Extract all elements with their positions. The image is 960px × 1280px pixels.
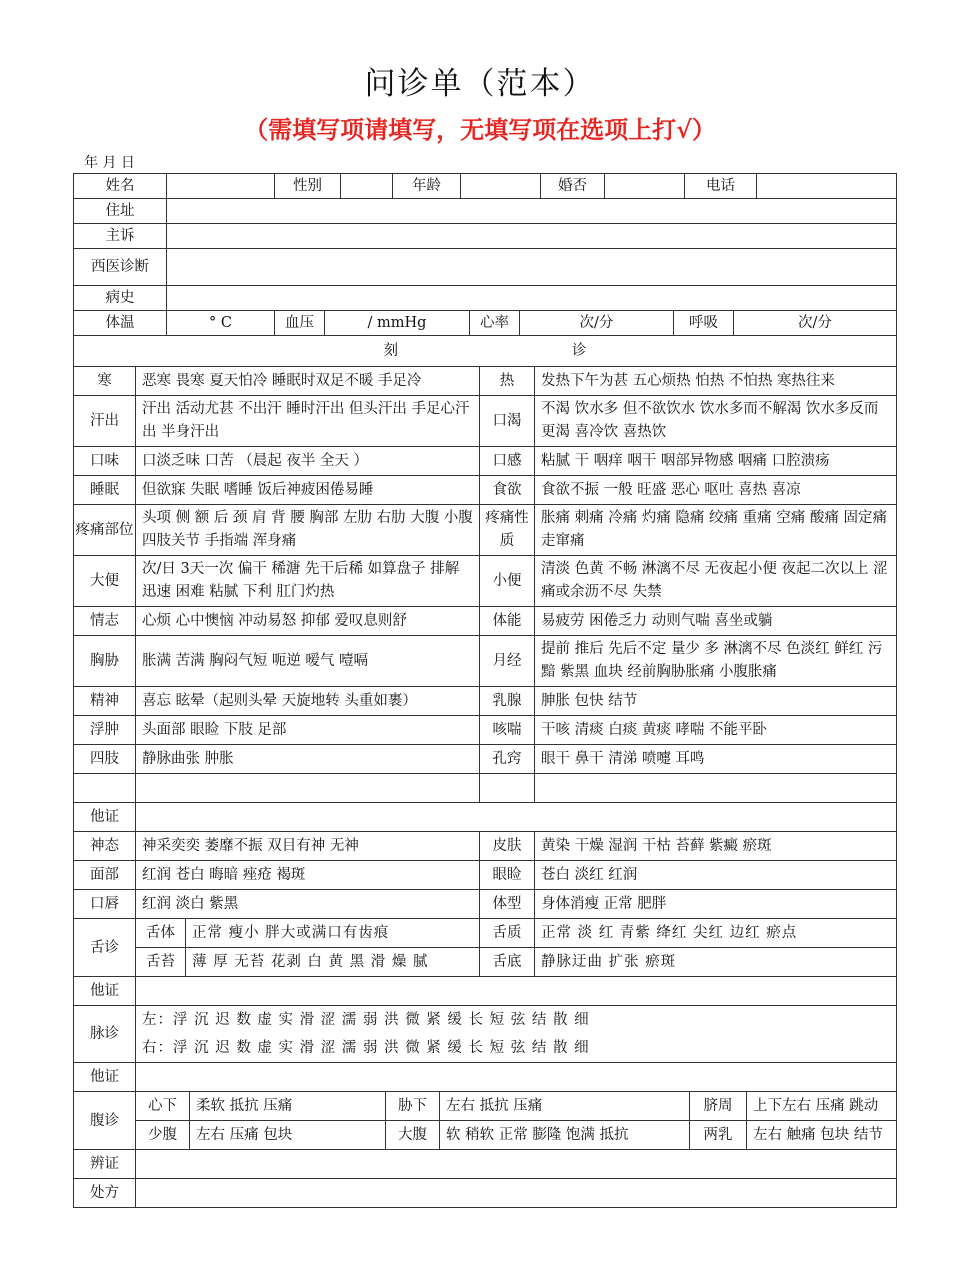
page-subtitle: （需填写项请填写，无填写项在选项上打√）	[244, 115, 716, 144]
bp-label: 血压	[275, 311, 325, 336]
inquiry-options[interactable]: 汗出 活动尤甚 不出汗 睡时汗出 但头汗出 手足心汗出 半身汗出	[136, 396, 480, 447]
temp-field[interactable]: ° C	[167, 311, 275, 336]
abdomen-r2-v0[interactable]: 左右 压痛 包块	[190, 1121, 386, 1150]
inquiry-label: 疼痛部位	[74, 505, 136, 556]
inquiry-options[interactable]: 眼干 鼻干 清涕 喷嚏 耳鸣	[535, 745, 897, 774]
bp-field[interactable]: / mmHg	[325, 311, 470, 336]
inquiry-options[interactable]: 口淡乏味 口苦 （晨起 夜半 全天 ）	[136, 447, 480, 476]
inquiry-row	[74, 556, 897, 607]
western-dx-field[interactable]	[167, 249, 897, 286]
other-sign-label-1: 他证	[74, 803, 136, 832]
complaint-field[interactable]	[167, 224, 897, 249]
look-row	[74, 890, 897, 919]
abdomen-r1-v0[interactable]: 柔软 抵抗 压痛	[190, 1092, 386, 1121]
inquiry-options[interactable]: 食欲不振 一般 旺盛 恶心 呕吐 喜热 喜凉	[535, 476, 897, 505]
inquiry-row	[74, 607, 897, 636]
inquiry-row	[74, 505, 897, 556]
pulse-right-options[interactable]: 右：浮 沉 迟 数 虚 实 滑 涩 濡 弱 洪 微 紧 缓 长 短 弦 结 散 细	[136, 1034, 897, 1063]
abdomen-table	[73, 1091, 897, 1150]
address-field[interactable]	[167, 199, 897, 224]
temp-label: 体温	[74, 311, 167, 336]
abdomen-r2-v1[interactable]: 软 稍软 正常 膨隆 饱满 抵抗	[440, 1121, 690, 1150]
look-options[interactable]: 红润 淡白 紫黑	[136, 890, 480, 919]
inquiry-table	[73, 366, 897, 919]
inquiry-options[interactable]: 但欲寐 失眠 嗜睡 饭后神疲困倦易睡	[136, 476, 480, 505]
tongue-label: 舌诊	[74, 919, 136, 977]
inquiry-options[interactable]: 干咳 清痰 白痰 黄痰 哮喘 不能平卧	[535, 716, 897, 745]
look-options[interactable]: 红润 苍白 晦暗 痤疮 褐斑	[136, 861, 480, 890]
look-label: 口唇	[74, 890, 136, 919]
inquiry-options[interactable]: 不渴 饮水多 但不欲饮水 饮水多而不解渴 饮水多反而更渴 喜冷饮 喜热饮	[535, 396, 897, 447]
tongue-quality-label: 舌质	[480, 919, 535, 948]
inquiry-label: 乳腺	[480, 687, 535, 716]
other-sign-label-2: 他证	[74, 977, 136, 1006]
look-label: 眼睑	[480, 861, 535, 890]
inquiry-label: 寒	[74, 367, 136, 396]
inquiry-label: 汗出	[74, 396, 136, 447]
prescription-field[interactable]	[136, 1179, 897, 1208]
inquiry-options[interactable]: 清淡 色黄 不畅 淋漓不尽 无夜起小便 夜起二次以上 涩痛或余沥不尽 失禁	[535, 556, 897, 607]
differentiation-field[interactable]	[136, 1150, 897, 1179]
name-label: 姓名	[74, 174, 167, 199]
inquiry-label: 情志	[74, 607, 136, 636]
inquiry-row	[74, 367, 897, 396]
look-options[interactable]: 黄染 干燥 湿润 干枯 苔藓 紫癜 瘀斑	[535, 832, 897, 861]
date-line: 年 月 日	[84, 155, 135, 171]
inquiry-options[interactable]: 提前 推后 先后不定 量少 多 淋漓不尽 色淡红 鲜红 污黯 紫黑 血块 经前胸胁胀痛 小腹胀痛	[535, 636, 897, 687]
age-label: 年龄	[393, 174, 461, 199]
abdomen-label: 腹诊	[74, 1092, 136, 1150]
marital-field[interactable]	[605, 174, 685, 199]
complaint-label: 主诉	[74, 224, 167, 249]
prescription-label: 处方	[74, 1179, 136, 1208]
inquiry-row	[74, 396, 897, 447]
inquiry-options[interactable]: 头面部 眼睑 下肢 足部	[136, 716, 480, 745]
look-label: 体型	[480, 890, 535, 919]
inquiry-row	[74, 745, 897, 774]
inquiry-label: 浮肿	[74, 716, 136, 745]
phone-label: 电话	[685, 174, 757, 199]
abdomen-r1-v2[interactable]: 上下左右 压痛 跳动	[747, 1092, 897, 1121]
pulse-table	[73, 976, 897, 1092]
blank-field-2[interactable]	[535, 774, 897, 803]
resp-field[interactable]: 次/分	[734, 311, 897, 336]
history-field[interactable]	[167, 286, 897, 311]
inquiry-options[interactable]: 静脉曲张 肿胀	[136, 745, 480, 774]
other-sign-field-3[interactable]	[136, 1063, 897, 1092]
look-options[interactable]: 神采奕奕 萎靡不振 双目有神 无神	[136, 832, 480, 861]
history-label: 病史	[74, 286, 167, 311]
name-field[interactable]	[167, 174, 275, 199]
inquiry-label: 胸胁	[74, 636, 136, 687]
tongue-bottom-options[interactable]: 静脉迂曲 扩张 瘀斑	[535, 948, 897, 977]
inquiry-label: 食欲	[480, 476, 535, 505]
inquiry-options[interactable]: 头项 侧 额 后 颈 肩 背 腰 胸部 左肋 右肋 大腹 小腹 四肢关节 手指端 浑身痛	[136, 505, 480, 556]
tongue-bottom-label: 舌底	[480, 948, 535, 977]
inquiry-options[interactable]: 粘腻 干 咽痒 咽干 咽部异物感 咽痛 口腔溃疡	[535, 447, 897, 476]
inquiry-options[interactable]: 易疲劳 困倦乏力 动则气喘 喜坐或躺	[535, 607, 897, 636]
look-row	[74, 861, 897, 890]
inquiry-label: 热	[480, 367, 535, 396]
abdomen-r2-k2: 两乳	[690, 1121, 747, 1150]
look-options[interactable]: 身体消瘦 正常 肥胖	[535, 890, 897, 919]
western-dx-label: 西医诊断	[74, 249, 167, 286]
inquiry-label: 月经	[480, 636, 535, 687]
pulse-left-options[interactable]: 左：浮 沉 迟 数 虚 实 滑 涩 濡 弱 洪 微 紧 缓 长 短 弦 结 散 细	[136, 1006, 897, 1035]
hr-field[interactable]: 次/分	[520, 311, 674, 336]
other-sign-label-3: 他证	[74, 1063, 136, 1092]
blank-field[interactable]	[136, 774, 480, 803]
inquiry-label: 孔窍	[480, 745, 535, 774]
abdomen-r1-k1: 胁下	[386, 1092, 440, 1121]
basic-info-table	[73, 173, 897, 311]
inquiry-label: 口感	[480, 447, 535, 476]
phone-field[interactable]	[757, 174, 897, 199]
inquiry-header: 刻 诊	[74, 336, 897, 367]
inquiry-label: 大便	[74, 556, 136, 607]
abdomen-r1-v1[interactable]: 左右 抵抗 压痛	[440, 1092, 690, 1121]
other-sign-field-1[interactable]	[136, 803, 897, 832]
page-title: 问诊单（范本）	[364, 66, 596, 102]
inquiry-options[interactable]: 心烦 心中懊恼 冲动易怒 抑郁 爱叹息则舒	[136, 607, 480, 636]
inquiry-label: 体能	[480, 607, 535, 636]
inquiry-options[interactable]: 喜忘 眩晕（起则头晕 天旋地转 头重如裹）	[136, 687, 480, 716]
abdomen-r2-k0: 少腹	[136, 1121, 190, 1150]
tongue-coating-options[interactable]: 薄 厚 无苔 花剥 白 黄 黑 滑 燥 腻	[186, 948, 480, 977]
tongue-body-label: 舌体	[136, 919, 186, 948]
inquiry-row	[74, 716, 897, 745]
inquiry-label: 四肢	[74, 745, 136, 774]
inquiry-label: 精神	[74, 687, 136, 716]
blank-label-2	[480, 774, 535, 803]
inquiry-label: 疼痛性质	[480, 505, 535, 556]
address-label: 住址	[74, 199, 167, 224]
marital-label: 婚否	[541, 174, 605, 199]
inquiry-label: 咳喘	[480, 716, 535, 745]
inquiry-options[interactable]: 发热下午为甚 五心烦热 怕热 不怕热 寒热往来	[535, 367, 897, 396]
blank-label	[74, 774, 136, 803]
gender-label: 性别	[275, 174, 341, 199]
age-field[interactable]	[461, 174, 541, 199]
inquiry-row	[74, 687, 897, 716]
hr-label: 心率	[470, 311, 520, 336]
look-label: 皮肤	[480, 832, 535, 861]
pulse-label: 脉诊	[74, 1006, 136, 1063]
abdomen-r1-k0: 心下	[136, 1092, 190, 1121]
inquiry-label: 睡眠	[74, 476, 136, 505]
inquiry-row	[74, 476, 897, 505]
inquiry-options[interactable]: 胀满 苦满 胸闷气短 呃逆 嗳气 噎嗝	[136, 636, 480, 687]
inquiry-row	[74, 636, 897, 687]
inquiry-options[interactable]: 胀痛 刺痛 冷痛 灼痛 隐痛 绞痛 重痛 空痛 酸痛 固定痛 走窜痛	[535, 505, 897, 556]
abdomen-r1-k2: 脐周	[690, 1092, 747, 1121]
inquiry-label: 小便	[480, 556, 535, 607]
vitals-table	[73, 310, 897, 367]
look-row	[74, 832, 897, 861]
resp-label: 呼吸	[674, 311, 734, 336]
intake-form	[73, 173, 896, 1208]
gender-field[interactable]	[341, 174, 393, 199]
abdomen-r2-v2[interactable]: 左右 触痛 包块 结节	[747, 1121, 897, 1150]
other-sign-field-2[interactable]	[136, 977, 897, 1006]
abdomen-r2-k1: 大腹	[386, 1121, 440, 1150]
inquiry-options[interactable]: 胂胀 包快 结节	[535, 687, 897, 716]
inquiry-options[interactable]: 次/日 3天一次 偏干 稀溏 先干后稀 如算盘子 排解迅速 困难 粘腻 下利 肛门灼热	[136, 556, 480, 607]
inquiry-options[interactable]: 恶寒 畏寒 夏天怕冷 睡眠时双足不暖 手足冷	[136, 367, 480, 396]
tongue-quality-options[interactable]: 正常 淡 红 青紫 绛红 尖红 边红 瘀点	[535, 919, 897, 948]
tongue-table	[73, 918, 897, 977]
inquiry-label: 口味	[74, 447, 136, 476]
look-options[interactable]: 苍白 淡红 红润	[535, 861, 897, 890]
inquiry-row	[74, 447, 897, 476]
conclusion-table	[73, 1149, 897, 1208]
tongue-coating-label: 舌苔	[136, 948, 186, 977]
look-label: 面部	[74, 861, 136, 890]
look-label: 神态	[74, 832, 136, 861]
tongue-body-options[interactable]: 正常 瘦小 胖大或满口有齿痕	[186, 919, 480, 948]
differentiation-label: 辨证	[74, 1150, 136, 1179]
inquiry-label: 口渴	[480, 396, 535, 447]
